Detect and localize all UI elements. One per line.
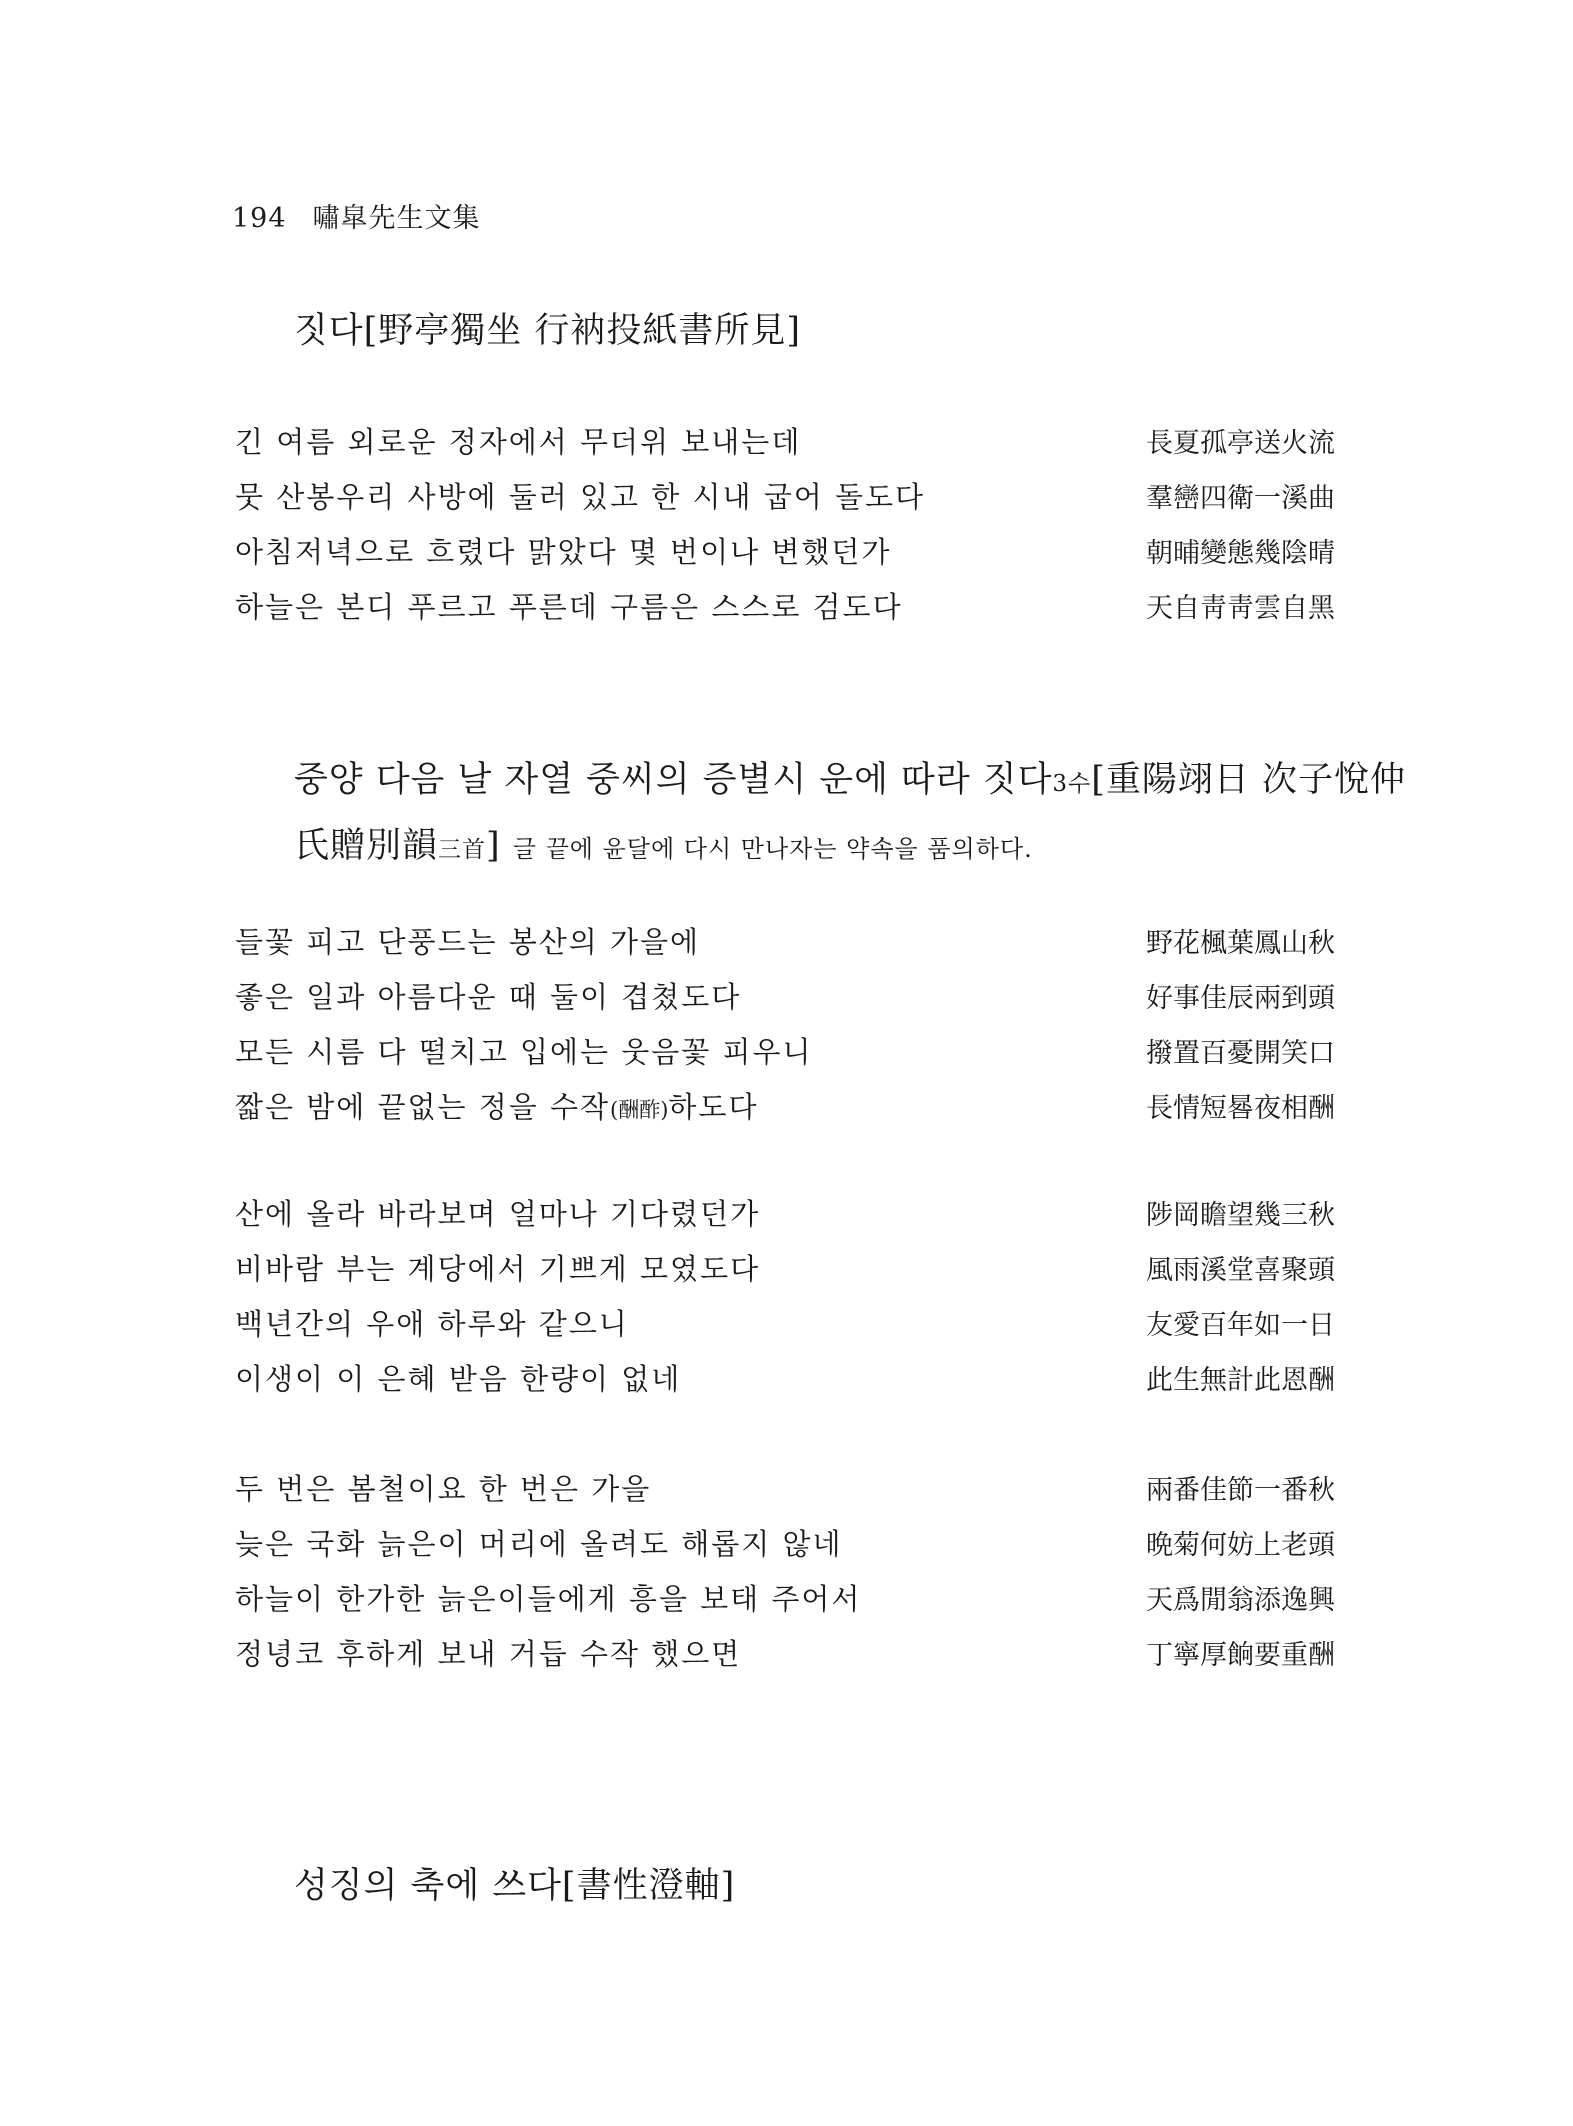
korean-translation (235, 920, 700, 961)
korean-translation (235, 1192, 760, 1233)
verse-line (235, 1192, 1335, 1247)
page-number: 194 (232, 203, 287, 234)
title-text: 성징의 축에 쓰다[書性澄軸] (294, 1866, 736, 1906)
korean-translation (235, 475, 925, 516)
korean-text: 하도다 (668, 1090, 759, 1124)
korean-text: 늦은 국화 늙은이 머리에 올려도 해롭지 않네 (235, 1527, 843, 1561)
korean-text: 짧은 밤에 끝없는 정을 수작 (235, 1090, 611, 1124)
hanja-original: 丁寧厚餉要重酬 (1146, 1640, 1335, 1671)
korean-translation (235, 530, 891, 571)
title-text: 氏贈別韻 (294, 826, 439, 866)
verse-line (235, 1357, 1335, 1412)
korean-text: 비바람 부는 계당에서 기쁘게 모였도다 (235, 1252, 761, 1286)
title-text: 중양 다음 날 자열 중씨의 증별시 운에 따라 짓다 (294, 760, 1053, 800)
hanja-original: 長夏孤亭送火流 (1146, 428, 1335, 459)
korean-text: 백년간의 우애 하루와 같으니 (235, 1307, 629, 1341)
korean-translation (235, 1302, 629, 1343)
hanja-original: 陟岡瞻望幾三秋 (1146, 1200, 1335, 1231)
verse-line (235, 1085, 1335, 1140)
poem-stanza (235, 1467, 1335, 1687)
verse-line (235, 1247, 1335, 1302)
page-header (232, 196, 481, 235)
hanja-original: 友愛百年如一日 (1146, 1310, 1335, 1341)
korean-translation (235, 1085, 758, 1126)
korean-text: 정녕코 후하게 보내 거듭 수작 했으면 (235, 1637, 742, 1671)
title-text: 짓다[野亭獨坐 行衲投紙書所見] (294, 311, 802, 351)
poem-title-line (294, 815, 1406, 881)
book-title: 嘯皐先生文集 (312, 203, 481, 234)
poem-title-line (294, 1855, 735, 1917)
poem-title (294, 749, 1406, 881)
verse-line (235, 530, 1335, 585)
verse-line (235, 585, 1335, 640)
poem-title (294, 300, 801, 362)
korean-text: 두 번은 봄철이요 한 번은 가을 (235, 1472, 652, 1506)
verse-line (235, 975, 1335, 1030)
hanja-original: 天爲閒翁添逸興 (1146, 1585, 1335, 1616)
verse-line (235, 1632, 1335, 1687)
poem-stanza (235, 1192, 1335, 1412)
korean-text: 뭇 산봉우리 사방에 둘러 있고 한 시내 굽어 돌도다 (235, 480, 926, 514)
korean-text: 하늘이 한가한 늙은이들에게 흥을 보태 주어서 (235, 1582, 862, 1616)
hanja-original: 晩菊何妨上老頭 (1146, 1530, 1335, 1561)
verse-line (235, 1302, 1335, 1357)
hanja-original: 風雨溪堂喜聚頭 (1146, 1255, 1335, 1286)
hanja-original: 撥置百憂開笑口 (1146, 1038, 1335, 1069)
korean-text-small: (酬酢) (610, 1098, 669, 1122)
hanja-original: 此生無計此恩酬 (1146, 1365, 1335, 1396)
title-text-small: 3수 (1052, 771, 1092, 797)
hanja-original: 野花楓葉鳳山秋 (1146, 928, 1335, 959)
hanja-original: 天自靑靑雲自黑 (1146, 593, 1335, 624)
verse-line (235, 920, 1335, 975)
korean-translation (235, 1030, 813, 1071)
korean-text: 아침저녁으로 흐렸다 맑았다 몇 번이나 변했던가 (235, 535, 892, 569)
verse-line (235, 420, 1335, 475)
verse-line (235, 475, 1335, 530)
title-text-note: 글 끝에 윤달에 다시 만나자는 약속을 품의하다. (512, 835, 1033, 863)
korean-text: 긴 여름 외로운 정자에서 무더위 보내는데 (235, 425, 802, 459)
korean-translation (235, 1522, 843, 1563)
hanja-original: 朝晡變態幾陰晴 (1146, 538, 1335, 569)
hanja-original: 好事佳辰兩到頭 (1146, 983, 1335, 1014)
korean-translation (235, 585, 903, 626)
verse-line (235, 1030, 1335, 1085)
verse-line (235, 1467, 1335, 1522)
poem-title-line (294, 300, 801, 362)
poem-title (294, 1855, 735, 1917)
poem-title-line (294, 749, 1406, 815)
poem-stanza (235, 420, 1335, 640)
title-text: ] (486, 826, 513, 866)
korean-text: 들꽃 피고 단풍드는 봉산의 가을에 (235, 925, 701, 959)
korean-text: 산에 올라 바라보며 얼마나 기다렸던가 (235, 1197, 761, 1231)
korean-translation (235, 1632, 741, 1673)
korean-text: 하늘은 본디 푸르고 푸른데 구름은 스스로 검도다 (235, 590, 903, 624)
poem-stanza (235, 920, 1335, 1140)
verse-line (235, 1522, 1335, 1577)
hanja-original: 羣巒四衛一溪曲 (1146, 483, 1335, 514)
korean-translation (235, 1247, 760, 1288)
korean-translation (235, 1357, 681, 1398)
hanja-original: 兩番佳節一番秋 (1146, 1475, 1335, 1506)
korean-translation (235, 975, 741, 1016)
korean-translation (235, 1467, 651, 1508)
korean-text: 모든 시름 다 떨치고 입에는 웃음꽃 피우니 (235, 1035, 813, 1069)
hanja-original: 長情短晷夜相酬 (1146, 1093, 1335, 1124)
korean-text: 이생이 이 은혜 받음 한량이 없네 (235, 1362, 682, 1396)
korean-translation (235, 1577, 861, 1618)
verse-line (235, 1577, 1335, 1632)
title-text: [重陽翊日 次子悅仲 (1091, 760, 1407, 800)
title-text-small: 三首 (438, 837, 487, 863)
korean-text: 좋은 일과 아름다운 때 둘이 겹쳤도다 (235, 980, 742, 1014)
korean-translation (235, 420, 801, 461)
